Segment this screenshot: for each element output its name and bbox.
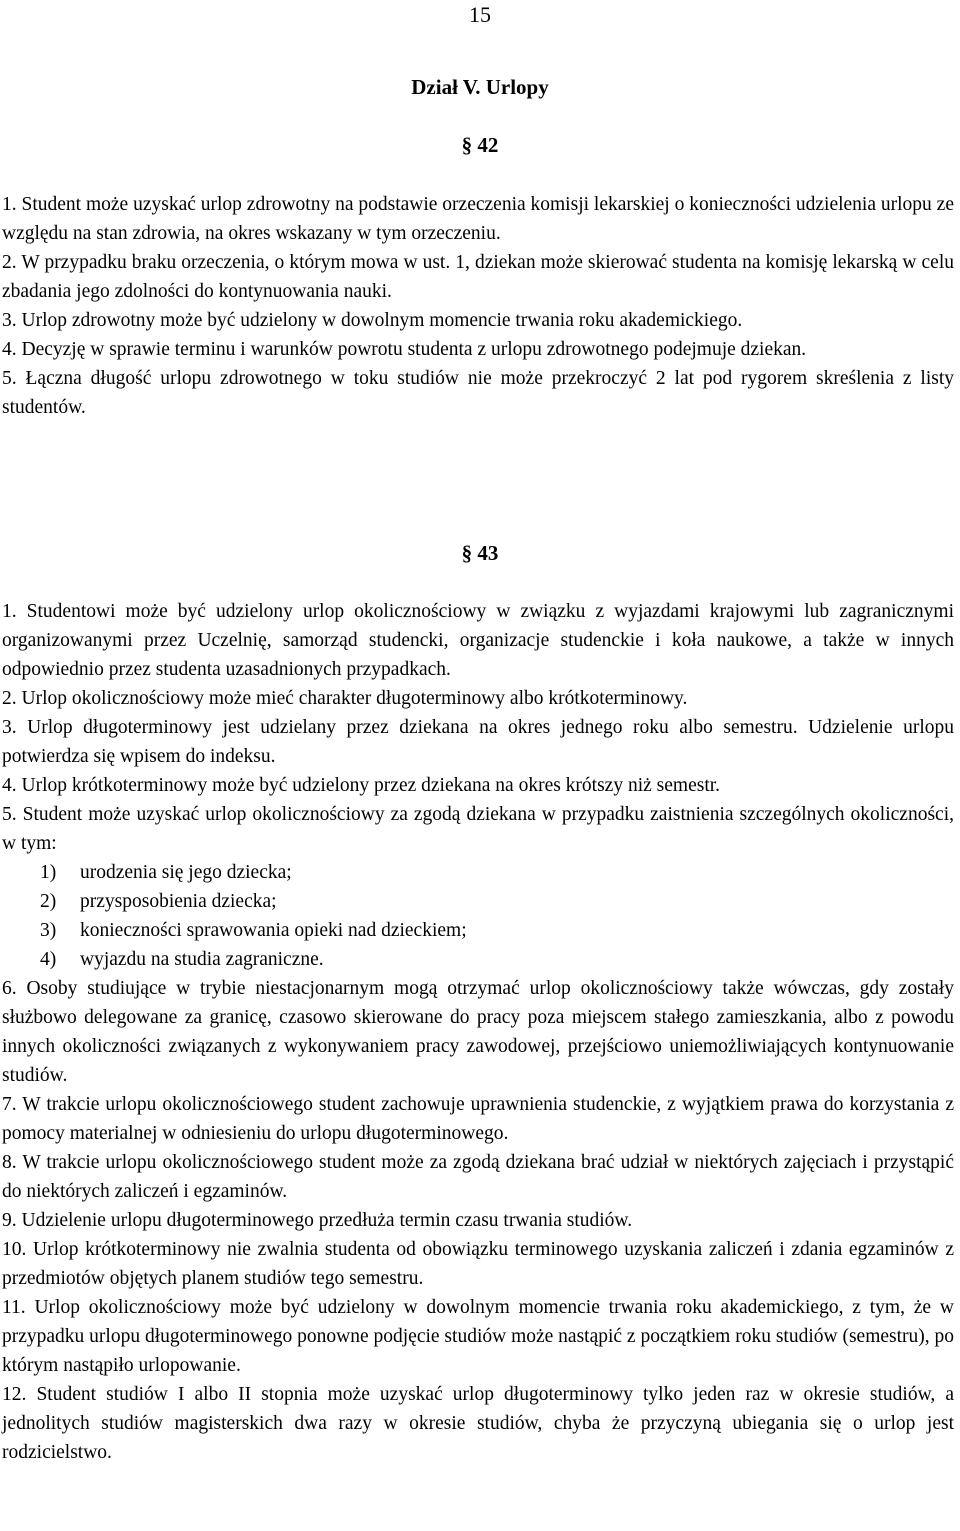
paragraph-43-1: 1. Studentowi może być udzielony urlop okolicznościowy w związku z wyjazdami krajowymi lub zagranicznymi organizowanymi przez Uczelnię, samorząd studencki, organizacje studenckie i koła naukowe, a także w innych odpowiednio przez studenta uzasadnionych przypadkach. bbox=[2, 601, 954, 680]
paragraph-43-9: 9. Udzielenie urlopu długoterminowego przedłuża termin czasu trwania studiów. bbox=[2, 1210, 633, 1231]
paragraph-43-10: 10. Urlop krótkoterminowy nie zwalnia studenta od obowiązku terminowego uzyskania zaliczeń i zdania egzaminów z przedmiotów objętych planem studiów tego semestru. bbox=[2, 1239, 954, 1289]
paragraph-43-4: 4. Urlop krótkoterminowy może być udzielony przez dziekana na okres krótszy niż semestr. bbox=[2, 775, 721, 796]
paragraph-43-5: 5. Student może uzyskać urlop okolicznościowy za zgodą dziekana w przypadku zaistnienia szczególnych okoliczności, w tym: bbox=[2, 804, 954, 854]
list-item: 2) przysposobienia dziecka; bbox=[40, 891, 277, 912]
paragraph-43-7: 7. W trakcie urlopu okolicznościowego student zachowuje uprawnienia studenckie, z wyjątkiem prawa do korzystania z pomocy materialnej w odniesieniu do urlopu długoterminowego. bbox=[2, 1094, 954, 1144]
section-43-body bbox=[2, 597, 954, 1467]
paragraph-42-4: 4. Decyzję w sprawie terminu i warunków powrotu studenta z urlopu zdrowotnego podejmuje dziekan. bbox=[2, 339, 807, 360]
paragraph-43-6: 6. Osoby studiujące w trybie niestacjonarnym mogą otrzymać urlop okolicznościowy także wówczas, gdy zostały służbowo delegowane za granicę, czasowo skierowane do pracy poza miejscem stałego zamieszkania, albo z powodu innych okoliczności związanych z wykonywaniem pracy zawodowej, przejściowo uniemożliwiających kontynuowanie studiów. bbox=[2, 978, 954, 1086]
section-mark-42: § 42 bbox=[461, 133, 499, 157]
list-item: 3) konieczności sprawowania opieki nad dzieckiem; bbox=[40, 920, 467, 941]
section-42-body bbox=[2, 190, 954, 422]
section-mark-43: § 43 bbox=[461, 541, 499, 565]
paragraph-42-2: 2. W przypadku braku orzeczenia, o którym mowa w ust. 1, dziekan może skierować studenta na komisję lekarską w celu zbadania jego zdolności do kontynuowania nauki. bbox=[2, 252, 954, 302]
paragraph-42-1: 1. Student może uzyskać urlop zdrowotny na podstawie orzeczenia komisji lekarskiej o konieczności udzielenia urlopu ze względu na stan zdrowia, na okres wskazany w tym orzeczeniu. bbox=[2, 194, 954, 244]
page-number: 15 bbox=[469, 2, 491, 27]
paragraph-43-11: 11. Urlop okolicznościowy może być udzielony w dowolnym momencie trwania roku akademickiego, z tym, że w przypadku urlopu długoterminowego ponowne podjęcie studiów może nastąpić z początkiem roku studiów (semestru), po którym nastąpiło urlopowanie. bbox=[2, 1297, 955, 1376]
list-item: 4) wyjazdu na studia zagraniczne. bbox=[40, 949, 324, 970]
paragraph-43-12: 12. Student studiów I albo II stopnia może uzyskać urlop długoterminowy tylko jeden raz w okresie studiów, a jednolitych studiów magisterskich dwa razy w okresie studiów, chyba że przyczyną ubiegania się o urlop jest rodzicielstwo. bbox=[2, 1384, 954, 1463]
paragraph-42-3: 3. Urlop zdrowotny może być udzielony w dowolnym momencie trwania roku akademickiego. bbox=[2, 310, 743, 331]
paragraph-43-2: 2. Urlop okolicznościowy może mieć charakter długoterminowy albo krótkoterminowy. bbox=[2, 688, 688, 709]
paragraph-42-5: 5. Łączna długość urlopu zdrowotnego w toku studiów nie może przekroczyć 2 lat pod rygorem skreślenia z listy studentów. bbox=[2, 368, 954, 418]
paragraph-43-8: 8. W trakcie urlopu okolicznościowego student może za zgodą dziekana brać udział w niektórych zajęciach i przystąpić do niektórych zaliczeń i egzaminów. bbox=[2, 1152, 954, 1202]
paragraph-43-3: 3. Urlop długoterminowy jest udzielany przez dziekana na okres jednego roku albo semestru. Udzielenie urlopu potwierdza się wpisem do indeksu. bbox=[2, 717, 954, 767]
chapter-title: Dział V. Urlopy bbox=[411, 75, 549, 99]
list-item: 1) urodzenia się jego dziecka; bbox=[40, 862, 292, 883]
